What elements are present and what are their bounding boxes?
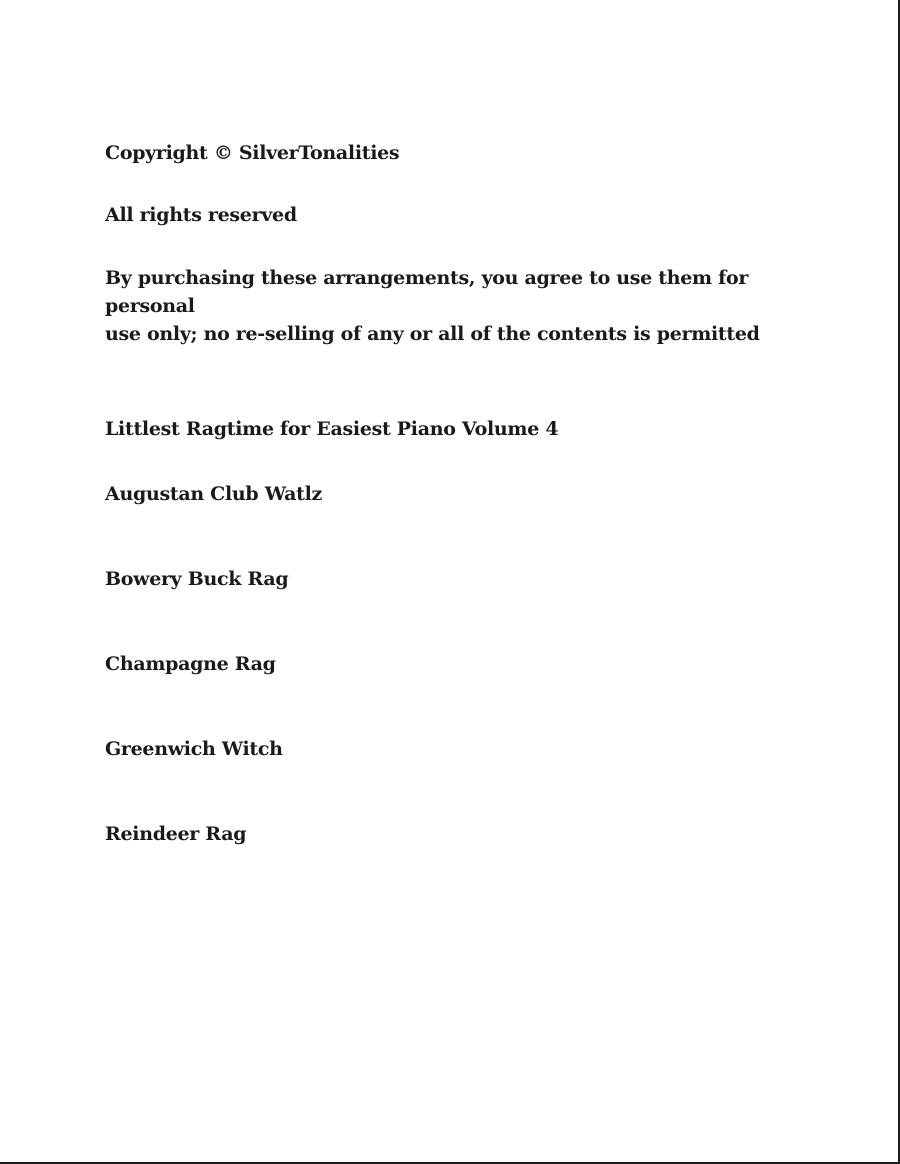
usage-notice-line-2: use only; no re-selling of any or all of the contents is permitted — [105, 323, 760, 345]
piece-title: Bowery Buck Rag — [105, 568, 289, 590]
book-title: Littlest Ragtime for Easiest Piano Volume 4 — [105, 418, 559, 440]
usage-notice — [105, 264, 795, 348]
piece-title: Augustan Club Watlz — [105, 483, 323, 505]
piece-title: Champagne Rag — [105, 653, 276, 675]
piece-title: Greenwich Witch — [105, 738, 283, 760]
copyright-line: Copyright © SilverTonalities — [105, 142, 400, 164]
rights-line: All rights reserved — [105, 204, 297, 226]
piece-title: Reindeer Rag — [105, 823, 247, 845]
usage-notice-line-1: By purchasing these arrangements, you agree to use them for personal — [105, 267, 749, 317]
